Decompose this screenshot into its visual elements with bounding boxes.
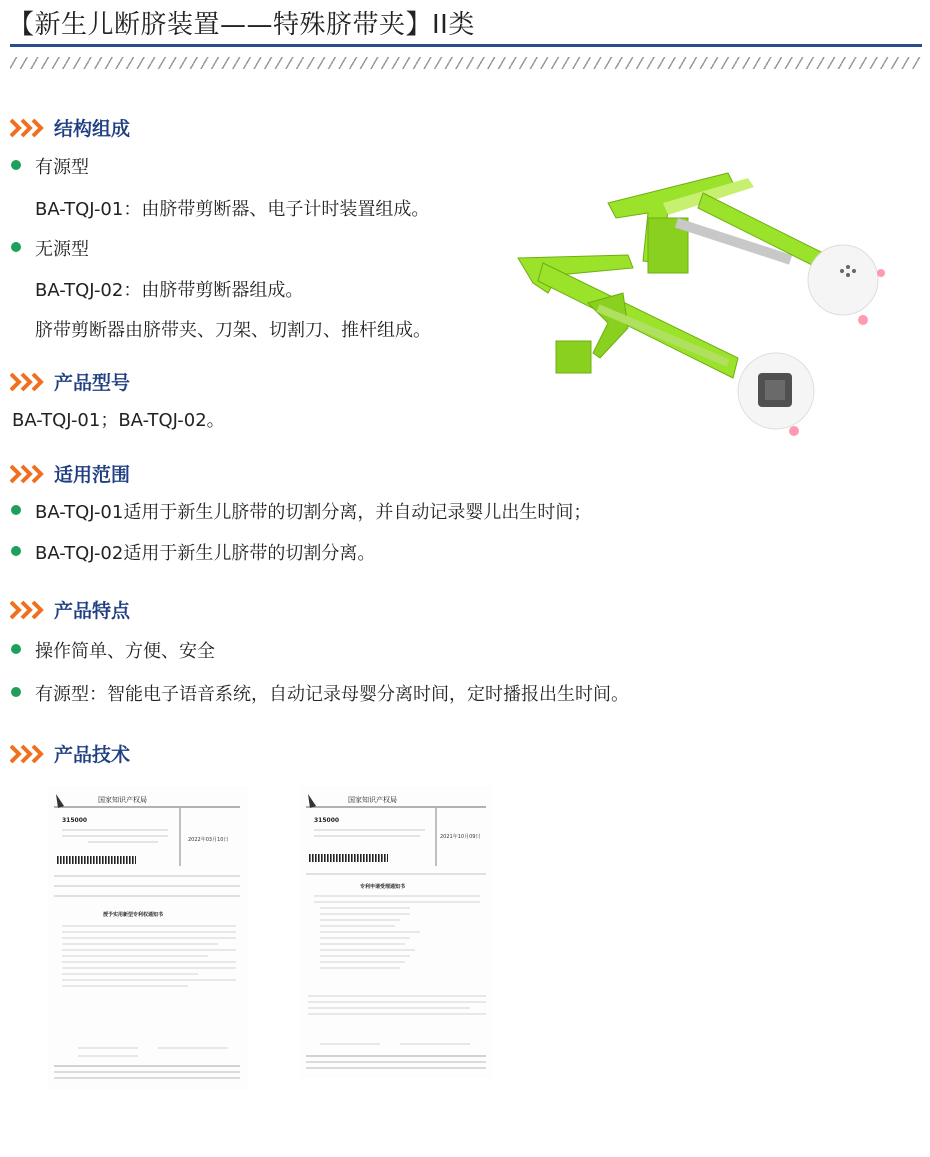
cert-office: 国家知识产权局	[98, 796, 147, 804]
feature-item-1: 操作简单、方便、安全	[35, 641, 215, 662]
bullet-dot	[11, 687, 21, 697]
section-model-header	[10, 368, 130, 395]
structure-type1: 有源型	[35, 157, 89, 178]
triple-chevron-icon	[10, 600, 44, 620]
section-heading: 产品技术	[54, 744, 131, 766]
patent-certificate-1	[48, 786, 248, 1090]
model-text: BA-TQJ-01；BA-TQJ-02。	[12, 410, 225, 431]
scope-item-1: BA-TQJ-01适用于新生儿脐带的切割分离，并自动记录婴儿出生时间；	[35, 502, 592, 523]
section-technology-header	[10, 740, 130, 767]
triple-chevron-icon	[10, 464, 44, 484]
certificate-document	[300, 786, 492, 1078]
triple-chevron-icon	[10, 744, 44, 764]
clamp-device-upper	[608, 173, 885, 325]
section-heading: 产品特点	[54, 600, 131, 622]
bullet-dot	[11, 242, 21, 252]
cert-postcode: 315000	[62, 817, 88, 824]
bullet-dot	[11, 160, 21, 170]
triple-chevron-icon	[10, 118, 44, 138]
triple-chevron-icon	[10, 372, 44, 392]
barcode	[56, 856, 136, 864]
section-heading: 结构组成	[54, 118, 131, 140]
title-underline	[10, 44, 922, 47]
patent-certificate-2	[300, 786, 492, 1078]
structure-cutter-desc: 脐带剪断器由脐带夹、刀架、切割刀、推杆组成。	[35, 320, 431, 341]
cert-date: 2022年03月10日	[188, 837, 229, 843]
bullet-dot	[11, 644, 21, 654]
section-scope-header	[10, 460, 130, 487]
section-heading: 产品型号	[54, 372, 131, 394]
page-title: 【新生儿断脐装置——特殊脐带夹】II类	[8, 10, 475, 40]
structure-type2-desc: BA-TQJ-02：由脐带剪断器组成。	[35, 280, 304, 301]
scope-item-2: BA-TQJ-02适用于新生儿脐带的切割分离。	[35, 543, 376, 564]
cert-title: 专利申请受理通知书	[360, 884, 406, 890]
cert-postcode: 315000	[314, 817, 340, 824]
structure-type1-desc: BA-TQJ-01：由脐带剪断器、电子计时装置组成。	[35, 199, 430, 220]
clamp-device-lower	[518, 255, 814, 436]
structure-type2: 无源型	[35, 239, 89, 260]
feature-item-2: 有源型：智能电子语音系统，自动记录母婴分离时间，定时播报出生时间。	[35, 684, 629, 705]
cert-title: 授予实用新型专利权通知书	[103, 912, 164, 918]
certificate-document	[48, 786, 248, 1090]
section-heading: 适用范围	[54, 464, 131, 486]
section-features-header	[10, 596, 130, 623]
section-structure-header	[10, 114, 130, 141]
product-image	[498, 163, 893, 443]
cert-office: 国家知识产权局	[348, 796, 397, 804]
cert-date: 2021年10月09日	[440, 834, 481, 840]
barcode	[308, 854, 388, 862]
bullet-dot	[11, 505, 21, 515]
bullet-dot	[11, 546, 21, 556]
hatch-divider	[10, 57, 922, 69]
